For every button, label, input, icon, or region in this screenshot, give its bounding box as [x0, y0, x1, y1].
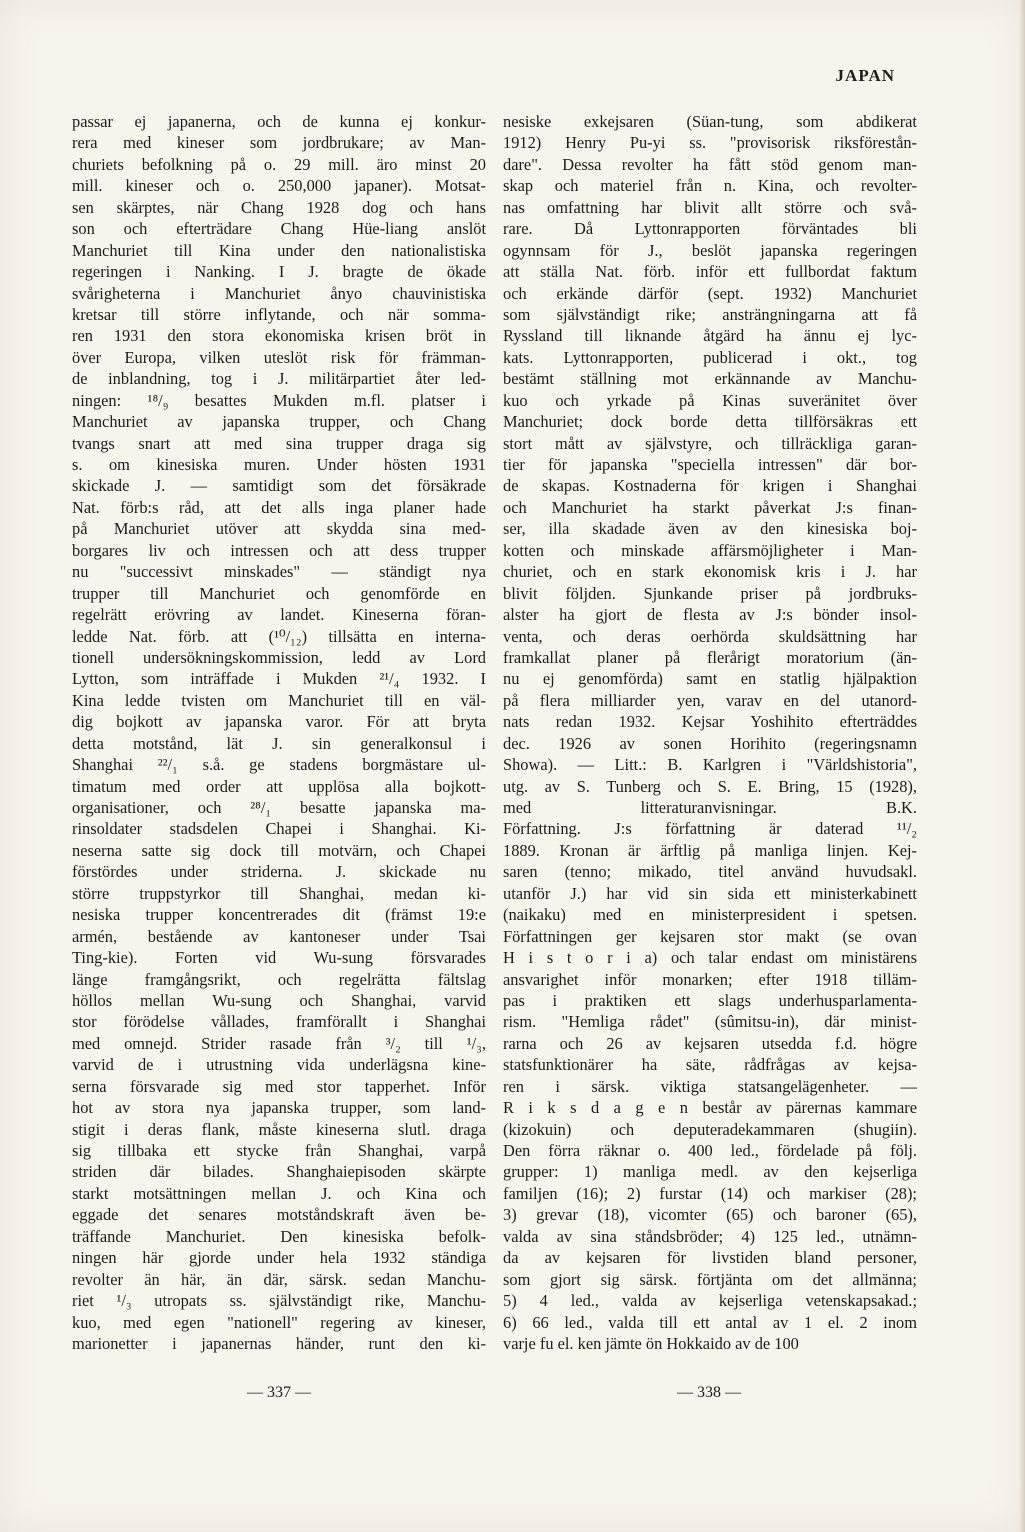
right-column-line: som självständigt rike; ansträngningarna att få — [503, 304, 917, 324]
left-column-line: regelrätt erövring av landet. Kineserna föran- — [72, 605, 486, 625]
left-column-line: striden där bilades. Shanghaiepisoden skärpte — [72, 1162, 486, 1182]
right-column-line: ansvarighet inför monarken; efter 1918 tilläm- — [503, 969, 917, 989]
left-column-line: kuo, med egen "nationell" regering av kineser, — [72, 1312, 486, 1332]
right-column-line: venta, och deras oerhörda skuldsättning har — [503, 626, 917, 646]
left-column-line: träffande Manchuriet. Den kinesiska befolk- — [72, 1226, 486, 1246]
right-column-line: nesiske exkejsaren (Süan-tung, som abdikerat — [503, 112, 917, 131]
right-column-line: nu ej genomförda) samt en statlig hjälpaktion — [503, 669, 917, 689]
right-column-line: 3) grevar (18), vicomter (65) och baroner (65), — [503, 1205, 917, 1225]
right-column-line: utanför J.) har vid sin sida ett ministerkabinett — [503, 883, 917, 903]
left-column-line: förstördes under striderna. J. skickade nu — [72, 862, 486, 882]
left-column-line: mill. kineser och o. 250,000 japaner). Motsat- — [72, 176, 486, 196]
left-column-line: stor förödelse vållades, framförallt i Shanghai — [72, 1012, 486, 1032]
left-column-line: kretsar till större inflytande, och när somma- — [72, 304, 486, 324]
right-column-line: saren (tenno; mikado, titel använd huvudsakl. — [503, 862, 917, 882]
right-column-line: (kizokuin) och deputeradekammaren (shugiin). — [503, 1119, 917, 1139]
left-column-line: Shanghai ²²/₁ s.å. ge stadens borgmästare ul- — [72, 755, 486, 775]
right-column-line: ser, illa skadade även av den kinesiska boj- — [503, 519, 917, 539]
right-column-line: tier för japanska "speciella intressen" där bor- — [503, 455, 917, 474]
left-column-line: höllos mellan Wu-sung och Shanghai, varvid — [72, 990, 486, 1010]
left-column-line: nu "successivt minskades" — ständigt nya — [72, 562, 486, 582]
right-column-line: 1912) Henry Pu-yi ss. "provisorisk riksförestån- — [503, 133, 917, 153]
left-column-line: starkt motsättningen mellan J. och Kina och — [72, 1183, 486, 1203]
left-column-line: revolter än här, än där, särsk. sedan Manchu- — [72, 1269, 486, 1289]
right-column-line: Manchuriet; dock borde detta tillförsäkras ett — [503, 412, 917, 432]
right-column-line: alster ha gjort de flesta av J:s bönder insol- — [503, 605, 917, 625]
left-column-line: ningen: ¹⁸/₉ besattes Mukden m.fl. platser i — [72, 390, 486, 410]
right-column-line: Ryssland till liknande åtgärd ha ännu ej lyc- — [503, 326, 917, 346]
left-column-line: sen skärptes, när Chang 1928 dog och hans — [72, 197, 486, 217]
left-column-line: Manchuriet till Kina under den nationalistiska — [72, 240, 486, 260]
left-column-line: rinsoldater stadsdelen Chapei i Shanghai. Ki- — [72, 819, 486, 839]
left-column-line: tionell undersökningskommission, ledd av Lord — [72, 647, 486, 667]
right-column-line: 5) 4 led., valda av kejserliga vetenskapsakad.; — [503, 1291, 917, 1311]
right-column-line: R i k s d a g e n består av pärernas kammare — [503, 1098, 917, 1118]
right-column-line: att ställa Nat. förb. inför ett fullbordat faktum — [503, 262, 917, 282]
left-column-line: timatum med order att upplösa alla bojkott- — [72, 776, 486, 796]
right-column-line: blivit följden. Sjunkande priser på jordbruks- — [503, 583, 917, 603]
left-column-line: skickade J. — samtidigt som det försäkrade — [72, 476, 486, 496]
left-column-line: riet ¹/₃ utropats ss. självständigt rike, Manchu- — [72, 1291, 486, 1311]
left-column-line: ledde Nat. förb. att (¹⁰/₁₂) tillsätta en interna- — [72, 626, 486, 646]
left-column-line: borgares liv och intressen och att dess trupper — [72, 540, 486, 560]
right-column-line: rare. Då Lyttonrapporten förväntades bli — [503, 219, 917, 239]
right-column-line: ogynnsam för J., beslöt japanska regeringen — [503, 240, 917, 260]
right-column-line: kats. Lyttonrapporten, publicerad i okt., tog — [503, 347, 917, 367]
left-column-line: armén, bestående av kantoneser under Tsai — [72, 926, 486, 946]
left-column-line: Nat. förb:s råd, att det alls inga planer hade — [72, 497, 486, 517]
left-column-line: på Manchuriet utöver att skydda sina med- — [72, 519, 486, 539]
left-column-line: Manchuriet av japanska trupper, och Chang — [72, 412, 486, 432]
right-column-line: och Manchuriet ha starkt påverkat J:s finan- — [503, 497, 917, 517]
left-column-line: större truppstyrkor till Shanghai, medan ki- — [72, 883, 486, 903]
left-column-line: serna försvarade sig med stor tapperhet. Inför — [72, 1076, 486, 1096]
right-column-line: de skapas. Kostnaderna för krigen i Shanghai — [503, 476, 917, 496]
right-column-line: Författningen ger kejsaren stor makt (se ovan — [503, 926, 917, 946]
left-column-line: över Europa, vilken uteslöt risk för främman- — [72, 347, 486, 367]
left-column-line: neserna satte sig dock till motvärn, och Chapei — [72, 840, 486, 860]
right-column-line: 6) 66 led., valda till ett antal av 1 el. 2 inom — [503, 1312, 917, 1332]
right-column-line: och erkände därför (sept. 1932) Manchuriet — [503, 283, 917, 303]
right-column-line: rism. "Hemliga rådet" (sûmitsu-in), där minist- — [503, 1012, 917, 1032]
right-column-line: statsfunktionärer ha säte, rådfrågas av kejsa- — [503, 1055, 917, 1075]
right-column-line: da av kejsaren för livstiden bland personer, — [503, 1248, 917, 1268]
right-column-line: nas omfattning har blivit allt större och svå- — [503, 197, 917, 217]
left-column-line: churiets befolkning på o. 29 mill. äro minst 20 — [72, 154, 486, 174]
left-column-line: med omnejd. Strider rasade från ³/₂ till ¹/₃, — [72, 1033, 486, 1053]
right-column-line: Författning. J:s författning är daterad ¹¹/₂ — [503, 819, 917, 839]
left-column-line: ningen här gjorde under hela 1932 ständiga — [72, 1248, 486, 1268]
right-column-line: dec. 1926 av sonen Horihito (regeringsnamn — [503, 733, 917, 753]
left-column — [72, 111, 486, 1354]
left-column-line: hot av stora nya japanska trupper, som land- — [72, 1098, 486, 1118]
right-column-line: nats redan 1932. Kejsar Yoshihito efterträddes — [503, 712, 917, 732]
left-column-line: detta motstånd, lät J. sin generalkonsul i — [72, 733, 486, 753]
left-column-line: eggade det senares motståndskraft även be- — [72, 1205, 486, 1225]
left-column-line: länge framgångsrikt, och regelrätta fältslag — [72, 969, 486, 989]
right-column-line: stort mått av självstyre, och tillräckliga garan- — [503, 433, 917, 453]
right-column-line: (naikaku) med en ministerpresident i spetsen. — [503, 905, 917, 925]
right-column-line: framkallat planer på flerårigt moratorium (än- — [503, 647, 917, 667]
left-column-line: Kina ledde tvisten om Manchuriet till en väl- — [72, 690, 486, 710]
left-column-line: varvid de i utrustning vida underlägsna kine- — [72, 1055, 486, 1075]
right-column-line: pas i praktiken ett slags underhusparlamenta- — [503, 990, 917, 1010]
left-column-line: rera med kineser som jordbrukare; av Man- — [72, 133, 486, 153]
left-column-line: ren 1931 den stora ekonomiska krisen bröt in — [72, 326, 486, 346]
page-edge-shadow — [1019, 0, 1025, 1532]
left-column-line: de inblandning, tog i J. militärpartiet åter led- — [72, 369, 486, 389]
left-column-line: son och efterträdare Chang Hüe-liang anslöt — [72, 219, 486, 239]
left-column-line: tvangs snart att med sina trupper draga sig — [72, 433, 486, 453]
right-column-line: varje fu el. ken jämte ön Hokkaido av de 100 — [503, 1333, 799, 1353]
right-column-line: grupper: 1) manliga medl. av den kejserliga — [503, 1162, 917, 1182]
left-column-line: marionetter i japanernas händer, runt den ki- — [72, 1333, 486, 1353]
right-column-line: churiet, och en stark ekonomisk kris i J. har — [503, 562, 917, 582]
left-column-line: stigit i deras flank, måste kineserna slutl. draga — [72, 1119, 486, 1139]
right-column-line: som gjort sig särsk. förtjänta om det allmänna; — [503, 1269, 917, 1289]
left-column-line: sig tillbaka ett stycke från Shanghai, varpå — [72, 1141, 486, 1160]
right-column-line: dare". Dessa revolter ha fått stöd genom man- — [503, 154, 917, 174]
running-head: JAPAN — [835, 66, 895, 85]
right-column-line: bestämt ställning mot erkännande av Manchu- — [503, 369, 917, 389]
left-column-line: svårigheterna i Manchuriet ånyo chauvinistiska — [72, 283, 486, 303]
right-column-line: kuo och yrkade på Kinas suveränitet över — [503, 390, 917, 410]
right-column-line: med litteraturanvisningar. B.K. — [503, 798, 917, 817]
left-column-line: Lytton, som inträffade i Mukden ²¹/₄ 1932. I — [72, 669, 486, 689]
left-column-line: passar ej japanerna, och de kunna ej konkur- — [72, 112, 486, 131]
left-column-line: organisationer, och ²⁸/₁ besatte japanska ma- — [72, 798, 486, 817]
left-column-line: trupper till Manchuriet och genomförde en — [72, 583, 486, 603]
right-column-line: rarna och 26 av kejsaren utsedda f.d. högre — [503, 1033, 917, 1053]
right-column-line: H i s t o r i a) och talar endast om ministärens — [503, 948, 917, 968]
left-column-line: nesiska trupper koncentrerades dit (främst 19:e — [72, 905, 486, 925]
right-column-line: skap och materiel från n. Kina, och revolter- — [503, 176, 917, 196]
left-column-line: s. om kinesiska muren. Under hösten 1931 — [72, 455, 486, 474]
right-column-line: 1889. Kronan är ärftlig på manliga linjen. Kej- — [503, 840, 917, 860]
right-column-line: ren i särsk. viktiga statsangelägenheter. — — [503, 1076, 917, 1096]
right-column-line: Showa). — Litt.: B. Karlgren i "Världshistoria", — [503, 755, 917, 775]
right-column-line: Den förra räknar o. 400 led., fördelade på följ. — [503, 1141, 917, 1160]
page-number-right: — 338 — — [677, 1384, 741, 1401]
right-column — [503, 111, 917, 1354]
left-column-line: dig bojkott av japanska varor. För att bryta — [72, 712, 486, 732]
left-column-line: Ting-kie). Forten vid Wu-sung försvarades — [72, 948, 486, 968]
page-number-left: — 337 — — [247, 1384, 311, 1401]
right-column-line: utg. av S. Tunberg och S. E. Bring, 15 (1928), — [503, 776, 917, 796]
right-column-line: valda av sina ståndsbröder; 4) 125 led., utnämn- — [503, 1226, 917, 1246]
right-column-line: på flera milliarder yen, varav en del utanord- — [503, 690, 917, 710]
right-column-line: kotten och minskade affärsmöjligheter i Man- — [503, 540, 917, 560]
left-column-line: regeringen i Nanking. I J. bragte de ökade — [72, 262, 486, 282]
right-column-line: familjen (16); 2) furstar (14) och markiser (28); — [503, 1183, 917, 1203]
